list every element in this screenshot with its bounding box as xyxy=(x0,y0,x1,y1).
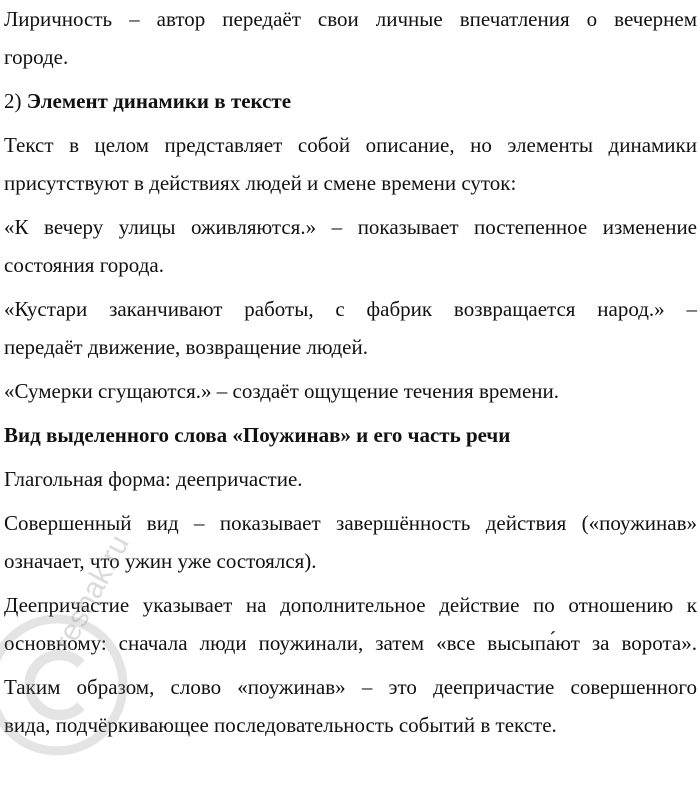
para-gerund-line2: основному: сначала люди поужинали, затем «все высыпа́ют за ворота». xyxy=(4,631,697,655)
heading-dynamics xyxy=(4,82,697,120)
para-quote-twilight: «Сумерки сгущаются.» – создаёт ощущение течения времени. xyxy=(4,379,560,403)
para-perfective-line2: означает, что ужин уже состоялся). xyxy=(4,549,317,573)
para-perfective-line1: Совершенный вид – показывает завершённость действия («поужинав» xyxy=(4,511,697,535)
para-conclusion-line1: Таким образом, слово «поужинав» – это деепричастие совершенного xyxy=(4,675,697,699)
para-dynamics-line1: Текст в целом представляет собой описание, но элементы динамики xyxy=(4,133,697,157)
para-quote-streets-line1: «К вечеру улицы оживляются.» – показывает постепенное изменение xyxy=(4,215,697,239)
watermark-text: reshak.ru xyxy=(48,529,136,656)
para-quote-craftsmen-line2: передаёт движение, возвращение людей. xyxy=(4,335,368,359)
heading-dynamics-number: 2) xyxy=(4,89,22,113)
para-dynamics-line2: присутствуют в действиях людей и смене времени суток: xyxy=(4,171,517,195)
heading-word-aspect: Вид выделенного слова «Поужинав» и его часть речи xyxy=(4,423,511,447)
para-quote-streets-line2: состояния города. xyxy=(4,253,164,277)
para-lyricism-line1: Лиричность – автор передаёт свои личные впечатления о вечернем xyxy=(4,7,697,31)
para-quote-craftsmen-line1: «Кустари заканчивают работы, с фабрик возвращается народ.» – xyxy=(4,297,697,321)
document-page xyxy=(4,0,697,744)
heading-dynamics-title: Элемент динамики в тексте xyxy=(26,89,292,113)
para-lyricism-line2: городе. xyxy=(4,45,69,69)
para-verb-form: Глагольная форма: деепричастие. xyxy=(4,467,303,491)
para-conclusion-line2: вида, подчёркивающее последовательность событий в тексте. xyxy=(4,713,557,737)
para-gerund-line1: Деепричастие указывает на дополнительное действие по отношению к xyxy=(4,593,697,617)
